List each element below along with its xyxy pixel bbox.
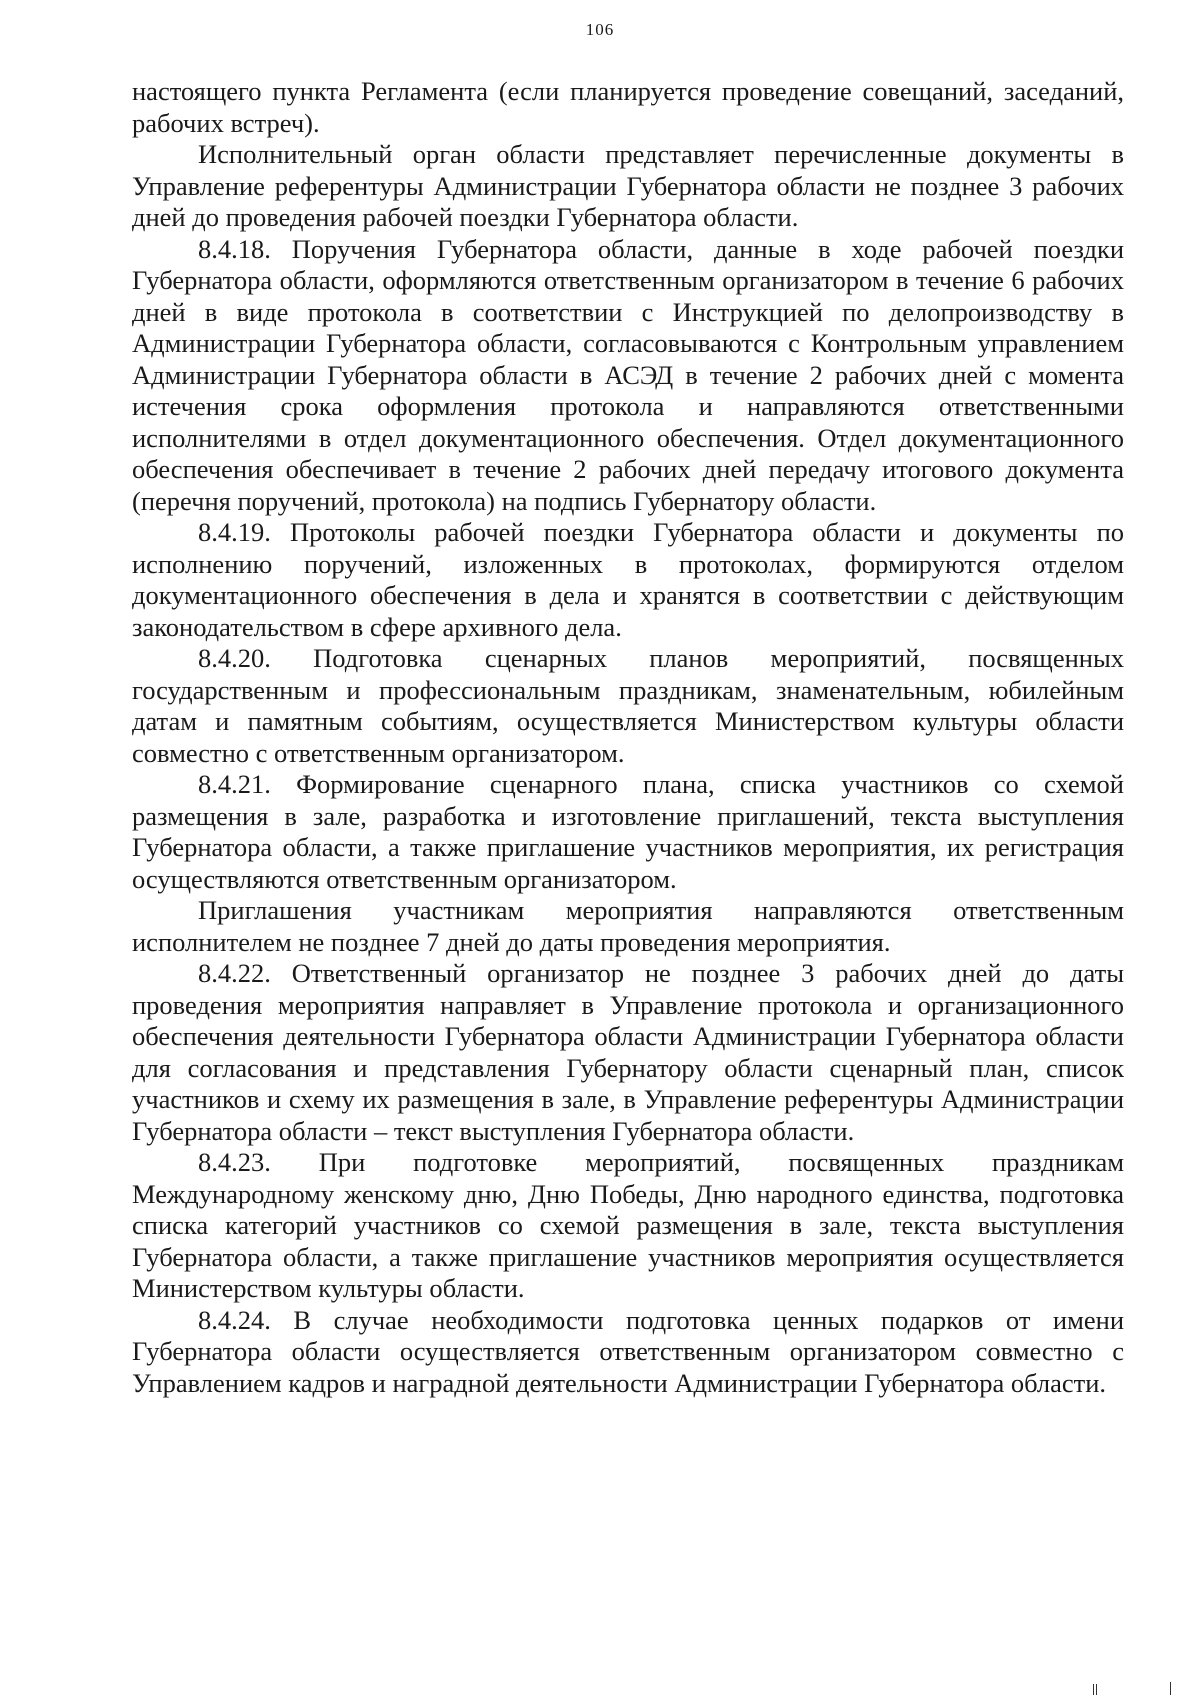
paragraph-8-4-19: 8.4.19. Протоколы рабочей поездки Губернатора области и документы по исполнению поручений, изложенных в протоколах, формируются отделом документационного обеспечения в дела и хранятся в соответствии с действующим законодательством в сфере архивного дела.: [132, 517, 1124, 642]
paragraph-8-4-18: 8.4.18. Поручения Губернатора области, данные в ходе рабочей поездки Губернатора области, оформляются ответственным организатором в течение 6 рабочих дней в виде протокола в соответствии с Инструкцией по делопроизводству в Администрации Губернатора области, согласовываются с Контрольным управлением Администрации Губернатора области в АСЭД в течение 2 рабочих дней с момента истечения срока оформления протокола и направляются ответственными исполнителями в отдел документационного обеспечения. Отдел документационного обеспечения обеспечивает в течение 2 рабочих дней передачу итогового документа (перечня поручений, протокола) на подпись Губернатору области.: [132, 233, 1124, 516]
paragraph-8-4-21: 8.4.21. Формирование сценарного плана, списка участников со схемой размещения в зале, разработка и изготовление приглашений, текста выступления Губернатора области, а также приглашение участников мероприятия, их регистрация осуществляются ответственным организатором.: [132, 769, 1124, 894]
document-body: [132, 76, 1124, 1399]
paragraph-8-4-22: 8.4.22. Ответственный организатор не позднее 3 рабочих дней до даты проведения мероприятия направляет в Управление протокола и организационного обеспечения деятельности Губернатора области Администрации Губернатора области для согласования и представления Губернатору области сценарный план, список участников и схему их размещения в зале, в Управление референтуры Администрации Губернатора области – текст выступления Губернатора области.: [132, 958, 1124, 1146]
paragraph-documents-submission: Исполнительный орган области представляет перечисленные документы в Управление референтуры Администрации Губернатора области не позднее 3 рабочих дней до проведения рабочей поездки Губернатора области.: [132, 139, 1124, 232]
paragraph-8-4-23: 8.4.23. При подготовке мероприятий, посвященных праздникам Международному женскому дню, Дню Победы, Дню народного единства, подготовка списка категорий участников со схемой размещения в зале, текста выступления Губернатора области, а также приглашение участников мероприятия осуществляется Министерством культуры области.: [132, 1147, 1124, 1303]
scan-artifact: [1170, 1682, 1171, 1695]
paragraph-8-4-24: 8.4.24. В случае необходимости подготовка ценных подарков от имени Губернатора области осуществляется ответственным организатором совместно с Управлением кадров и наградной деятельности Администрации Губернатора области.: [132, 1304, 1124, 1398]
paragraph-continuation: настоящего пункта Регламента (если планируется проведение совещаний, заседаний, рабочих встреч).: [132, 76, 1124, 138]
scan-artifact: [1096, 1684, 1097, 1695]
page-number: 106: [585, 20, 615, 39]
scan-artifact: [1093, 1684, 1094, 1695]
paragraph-invitations: Приглашения участникам мероприятия направляются ответственным исполнителем не позднее 7 дней до даты проведения мероприятия.: [132, 895, 1124, 957]
paragraph-8-4-20: 8.4.20. Подготовка сценарных планов мероприятий, посвященных государственным и профессиональным праздникам, знаменательным, юбилейным датам и памятным событиям, осуществляется Министерством культуры области совместно с ответственным организатором.: [132, 643, 1124, 768]
